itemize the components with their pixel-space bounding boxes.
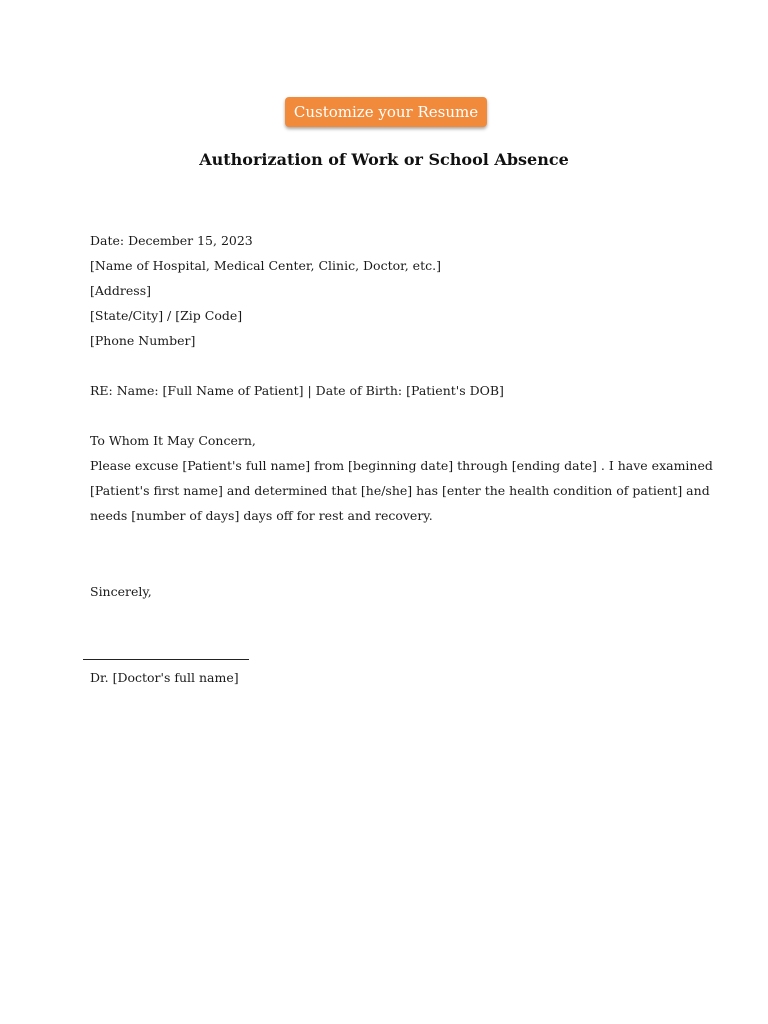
letter-body: [90, 428, 713, 528]
closing-text: Sincerely,: [90, 584, 152, 599]
signer-name: Dr. [Doctor's full name]: [90, 670, 239, 685]
re-line: RE: Name: [Full Name of Patient] | Date of Birth: [Patient's DOB]: [90, 383, 504, 398]
signer-block: [90, 665, 690, 690]
closing-block: [90, 579, 690, 604]
letter-header: [90, 228, 690, 353]
state-zip-line: [State/City] / [Zip Code]: [90, 308, 243, 323]
phone-line: [Phone Number]: [90, 333, 196, 348]
salutation: To Whom It May Concern,: [90, 433, 256, 448]
re-block: [90, 378, 690, 403]
document-title: Authorization of Work or School Absence: [199, 150, 569, 169]
address-line: [Address]: [90, 283, 151, 298]
body-line-2: [Patient's first name] and determined that [he/she] has [enter the health condition of patient] and: [90, 483, 710, 498]
customize-resume-button[interactable]: Customize your Resume: [285, 97, 487, 127]
body-line-1: Please excuse [Patient's full name] from [beginning date] through [ending date] . I have examined: [90, 458, 713, 473]
body-line-3: needs [number of days] days off for rest and recovery.: [90, 508, 433, 523]
signature-line: [83, 659, 249, 660]
facility-name-line: [Name of Hospital, Medical Center, Clinic, Doctor, etc.]: [90, 258, 441, 273]
date-line: Date: December 15, 2023: [90, 233, 253, 248]
